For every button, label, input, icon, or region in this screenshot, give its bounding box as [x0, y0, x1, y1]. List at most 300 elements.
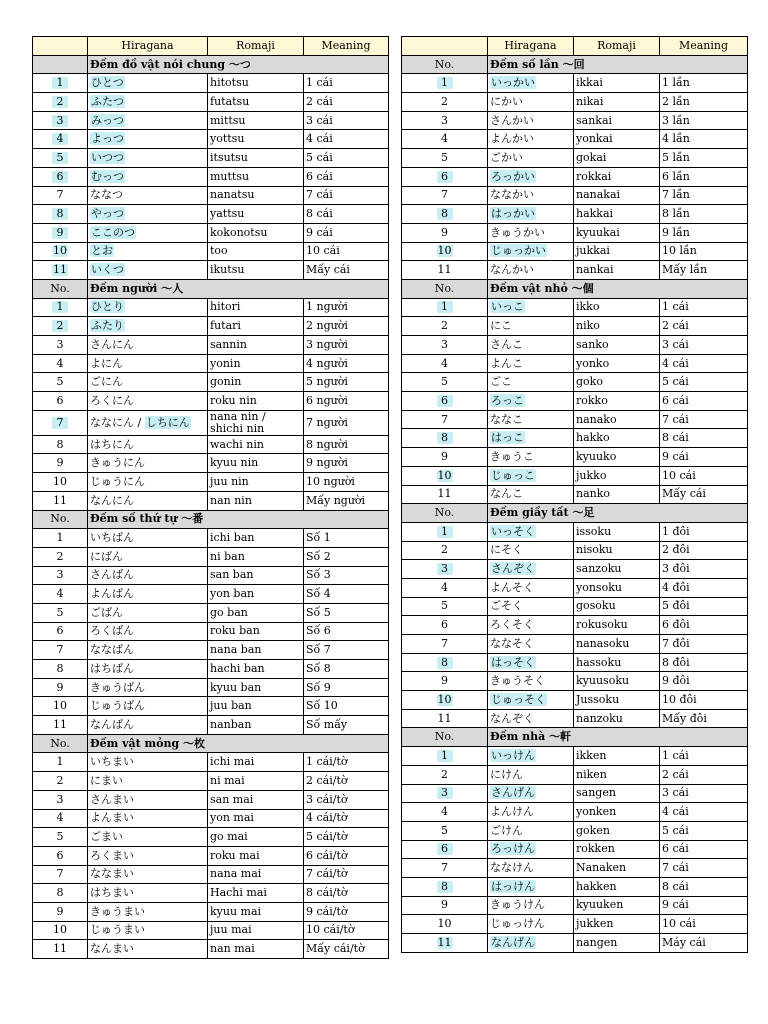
table-row	[33, 392, 389, 411]
hiragana-text: ななけん	[490, 861, 534, 875]
row-number: 6	[56, 624, 64, 638]
hiragana-text: ふたつ	[91, 94, 124, 108]
romaji-cell: nana mai	[208, 865, 304, 884]
row-number-cell	[402, 765, 488, 784]
row-number-cell	[402, 709, 488, 728]
hiragana-cell	[488, 896, 574, 915]
hiragana-cell	[88, 167, 208, 186]
hiragana-cell	[488, 392, 574, 411]
section-header-row	[33, 55, 389, 74]
hiragana-text: ななばん	[90, 643, 134, 657]
hiragana-text: いくつ	[91, 263, 124, 277]
table-row	[33, 354, 389, 373]
row-number: 6	[437, 843, 453, 855]
row-number-cell	[402, 354, 488, 373]
hiragana-text: にけん	[490, 767, 523, 781]
table-row	[33, 454, 389, 473]
table-row	[402, 709, 748, 728]
romaji-cell: jukkai	[574, 242, 660, 261]
row-number: 10	[53, 699, 67, 713]
hiragana-cell	[88, 317, 208, 336]
meaning-cell: 10 đôi	[660, 691, 748, 710]
romaji-cell: sanzoku	[574, 560, 660, 579]
hiragana-text: いっそく	[491, 524, 535, 538]
section-title: Đếm số thứ tự ～番	[88, 510, 389, 529]
hiragana-text: ろっけん	[491, 842, 535, 856]
row-number: 7	[56, 643, 64, 657]
meaning-cell: 6 cái	[304, 167, 389, 186]
hiragana-cell	[88, 585, 208, 604]
row-number-cell	[33, 93, 88, 112]
hiragana-cell	[488, 840, 574, 859]
table-row	[33, 261, 389, 280]
meaning-cell: 5 cái/tờ	[304, 828, 389, 847]
romaji-cell: yonko	[574, 354, 660, 373]
table-row	[402, 877, 748, 896]
row-number: 6	[56, 848, 64, 862]
table-row	[33, 93, 389, 112]
section-header-row	[402, 504, 748, 523]
table-row	[33, 223, 389, 242]
romaji-cell: Hachi mai	[208, 884, 304, 903]
row-number: 7	[441, 188, 448, 202]
row-number: 2	[441, 767, 448, 781]
meaning-column-header: Meaning	[304, 37, 389, 56]
hiragana-cell	[88, 660, 208, 679]
hiragana-text: ごこ	[490, 375, 512, 389]
romaji-cell: san ban	[208, 566, 304, 585]
romaji-cell: muttsu	[208, 167, 304, 186]
romaji-cell: rokusoku	[574, 616, 660, 635]
table-row	[33, 902, 389, 921]
row-number: 11	[437, 487, 452, 501]
meaning-cell: 9 cái/tờ	[304, 902, 389, 921]
romaji-cell: sangen	[574, 784, 660, 803]
row-number: 1	[437, 750, 453, 762]
hiragana-text: さんかい	[490, 113, 534, 127]
row-number: 3	[56, 337, 64, 351]
romaji-cell: futatsu	[208, 93, 304, 112]
hiragana-cell	[488, 616, 574, 635]
meaning-cell: 5 lần	[660, 149, 748, 168]
romaji-cell: ikko	[574, 298, 660, 317]
table-row	[33, 603, 389, 622]
row-number: 1	[437, 301, 453, 313]
table-row	[402, 261, 748, 280]
row-number: 5	[441, 599, 448, 613]
hiragana-text: じゅっけん	[490, 917, 545, 931]
meaning-cell: Số mấy	[304, 716, 389, 735]
table-row	[33, 336, 389, 355]
section-header-row	[402, 279, 748, 298]
romaji-column-header: Romaji	[208, 37, 304, 56]
hiragana-text: はちにん	[90, 437, 134, 451]
row-number: 10	[437, 244, 452, 258]
hiragana-text: むっつ	[91, 169, 124, 183]
romaji-cell: issoku	[574, 522, 660, 541]
hiragana-text: きゅうにん	[90, 456, 145, 470]
hiragana-cell	[488, 560, 574, 579]
row-number: 3	[56, 568, 64, 582]
table-row	[402, 597, 748, 616]
hiragana-text: ろっかい	[491, 169, 535, 183]
hiragana-cell	[88, 547, 208, 566]
meaning-cell: Số 1	[304, 529, 389, 548]
row-number: 5	[56, 830, 64, 844]
row-number-cell	[402, 616, 488, 635]
hiragana-text: ろくまい	[90, 848, 134, 862]
row-number: 7	[441, 412, 448, 426]
hiragana-text: さんにん	[90, 337, 134, 351]
hiragana-text: ごかい	[490, 150, 523, 164]
row-number-cell	[402, 336, 488, 355]
row-number: 6	[52, 171, 68, 183]
row-number-cell	[402, 130, 488, 149]
hiragana-cell	[88, 884, 208, 903]
row-number: 6	[437, 171, 453, 183]
hiragana-cell	[488, 448, 574, 467]
table-row	[402, 149, 748, 168]
table-row	[33, 622, 389, 641]
hiragana-text: じゅうにん	[90, 474, 145, 488]
hiragana-text: よっつ	[91, 132, 124, 146]
row-number: 9	[56, 904, 64, 918]
meaning-cell: 5 cái	[304, 149, 389, 168]
section-header-row	[33, 510, 389, 529]
right-table-body	[402, 37, 748, 953]
row-number-cell	[33, 473, 88, 492]
romaji-cell: yonin	[208, 354, 304, 373]
hiragana-cell	[488, 205, 574, 224]
meaning-cell: Mấy cái/tờ	[304, 940, 389, 959]
row-number-cell	[33, 111, 88, 130]
meaning-cell: 1 đôi	[660, 522, 748, 541]
hiragana-text: ごけん	[490, 823, 523, 837]
romaji-cell: roku mai	[208, 846, 304, 865]
romaji-cell: mittsu	[208, 111, 304, 130]
romaji-cell: nanako	[574, 410, 660, 429]
meaning-cell: Máy cái	[660, 934, 748, 953]
meaning-cell: 6 cái	[660, 840, 748, 859]
romaji-cell: kokonotsu	[208, 223, 304, 242]
romaji-cell: rokko	[574, 392, 660, 411]
hiragana-text: いっけん	[491, 748, 535, 762]
row-number: 11	[437, 263, 452, 277]
hiragana-text: ひとつ	[91, 76, 124, 90]
hiragana-cell	[88, 940, 208, 959]
romaji-cell: kyuu mai	[208, 902, 304, 921]
table-row	[402, 410, 748, 429]
romaji-cell: goken	[574, 821, 660, 840]
row-number-cell	[33, 410, 88, 435]
hiragana-cell	[488, 336, 574, 355]
row-number-cell	[402, 242, 488, 261]
hiragana-text: さんこ	[490, 337, 523, 351]
romaji-cell: jukken	[574, 915, 660, 934]
hiragana-cell	[488, 803, 574, 822]
romaji-cell: roku nin	[208, 392, 304, 411]
table-row	[33, 641, 389, 660]
column-header-row	[33, 37, 389, 56]
row-number-cell	[33, 392, 88, 411]
meaning-cell: 1 lần	[660, 74, 748, 93]
hiragana-text: はちまい	[90, 886, 134, 900]
row-number: 7	[441, 861, 448, 875]
row-number: 3	[437, 787, 453, 799]
hiragana-cell	[88, 336, 208, 355]
hiragana-cell	[488, 653, 574, 672]
hiragana-cell	[488, 429, 574, 448]
romaji-cell: futari	[208, 317, 304, 336]
meaning-cell: 2 lần	[660, 93, 748, 112]
row-number: 11	[437, 711, 452, 725]
meaning-cell: Số 7	[304, 641, 389, 660]
hiragana-cell	[488, 373, 574, 392]
romaji-cell: nangen	[574, 934, 660, 953]
hiragana-cell	[88, 641, 208, 660]
table-row	[33, 242, 389, 261]
meaning-cell: 5 người	[304, 373, 389, 392]
hiragana-cell	[488, 691, 574, 710]
row-number-cell	[33, 336, 88, 355]
table-row	[402, 840, 748, 859]
row-number: 9	[441, 225, 448, 239]
row-number: 2	[56, 773, 64, 787]
row-number-cell	[402, 466, 488, 485]
meaning-cell: 9 lần	[660, 223, 748, 242]
row-number-cell	[33, 205, 88, 224]
romaji-cell: nanakai	[574, 186, 660, 205]
meaning-cell: 10 cái	[304, 242, 389, 261]
table-row	[402, 896, 748, 915]
hiragana-cell	[88, 603, 208, 622]
table-row	[402, 74, 748, 93]
row-number: 2	[441, 319, 448, 333]
row-number: 8	[56, 661, 64, 675]
hiragana-text: はちばん	[90, 661, 134, 675]
romaji-cell: kyuusoku	[574, 672, 660, 691]
row-number-cell	[33, 74, 88, 93]
hiragana-text: にこ	[490, 319, 512, 333]
meaning-cell: Số 10	[304, 697, 389, 716]
row-number-cell	[402, 74, 488, 93]
hiragana-cell	[488, 877, 574, 896]
romaji-cell: kyuu nin	[208, 454, 304, 473]
romaji-cell: hitori	[208, 298, 304, 317]
row-number: 3	[56, 792, 64, 806]
row-number-cell	[33, 566, 88, 585]
meaning-cell: 4 cái/tờ	[304, 809, 389, 828]
table-row	[33, 846, 389, 865]
hiragana-text: ごそく	[490, 599, 523, 613]
row-number-cell	[33, 317, 88, 336]
hiragana-cell	[88, 261, 208, 280]
hiragana-text: にそく	[490, 543, 523, 557]
meaning-cell: 7 cái	[660, 859, 748, 878]
hiragana-cell	[88, 622, 208, 641]
hiragana-cell	[488, 111, 574, 130]
table-row	[33, 111, 389, 130]
row-number-cell	[33, 373, 88, 392]
hiragana-text: なんばん	[90, 717, 134, 731]
romaji-cell: gonin	[208, 373, 304, 392]
row-number: 10	[53, 474, 67, 488]
meaning-cell: 8 cái	[660, 429, 748, 448]
hiragana-text: ひとり	[91, 300, 124, 314]
row-number-cell	[33, 678, 88, 697]
romaji-cell: Nanaken	[574, 859, 660, 878]
romaji-cell: yattsu	[208, 205, 304, 224]
row-number-cell	[33, 716, 88, 735]
meaning-cell: 7 cái/tờ	[304, 865, 389, 884]
hiragana-cell	[488, 635, 574, 654]
row-number: 8	[437, 657, 453, 669]
meaning-cell: 10 cái/tờ	[304, 921, 389, 940]
hiragana-text: ろっこ	[491, 393, 524, 407]
row-number-cell	[402, 934, 488, 953]
meaning-cell: 8 cái	[304, 205, 389, 224]
meaning-cell: Số 9	[304, 678, 389, 697]
romaji-cell: niken	[574, 765, 660, 784]
meaning-cell: 8 cái/tờ	[304, 884, 389, 903]
table-row	[33, 373, 389, 392]
meaning-cell: 3 cái	[304, 111, 389, 130]
row-number: 5	[56, 605, 64, 619]
row-number-cell	[402, 597, 488, 616]
row-number: 6	[441, 618, 448, 632]
hiragana-text: ろくばん	[90, 624, 134, 638]
row-number: 8	[56, 886, 64, 900]
romaji-cell: nana nin / shichi nin	[208, 410, 304, 435]
hiragana-text: ごまい	[90, 830, 123, 844]
row-number: 8	[437, 208, 453, 220]
meaning-cell: 1 cái/tờ	[304, 753, 389, 772]
meaning-cell: Mấy cái	[304, 261, 389, 280]
table-row	[33, 473, 389, 492]
romaji-cell: nanko	[574, 485, 660, 504]
table-row	[402, 541, 748, 560]
romaji-cell: hakkai	[574, 205, 660, 224]
row-number-cell	[402, 784, 488, 803]
meaning-cell: 4 cái	[660, 803, 748, 822]
meaning-cell: Số 4	[304, 585, 389, 604]
row-number-cell	[402, 429, 488, 448]
hiragana-text: にまい	[90, 773, 123, 787]
meaning-cell: 3 cái	[660, 336, 748, 355]
table-row	[33, 529, 389, 548]
row-number: 7	[56, 188, 64, 202]
romaji-cell: nikai	[574, 93, 660, 112]
hiragana-text: さんぞく	[491, 562, 535, 576]
section-no-label: No.	[402, 728, 488, 747]
meaning-cell: 10 người	[304, 473, 389, 492]
hiragana-cell	[488, 859, 574, 878]
meaning-cell: 8 lần	[660, 205, 748, 224]
romaji-cell: nanzoku	[574, 709, 660, 728]
romaji-cell: gosoku	[574, 597, 660, 616]
hiragana-cell	[88, 809, 208, 828]
romaji-cell: sanko	[574, 336, 660, 355]
romaji-cell: rokken	[574, 840, 660, 859]
hiragana-cell	[488, 130, 574, 149]
table-row	[402, 765, 748, 784]
row-number-cell	[33, 921, 88, 940]
hiragana-cell	[88, 753, 208, 772]
hiragana-cell	[88, 790, 208, 809]
row-number: 2	[441, 94, 448, 108]
hiragana-cell	[88, 678, 208, 697]
hiragana-cell	[88, 921, 208, 940]
section-no-label: No.	[33, 510, 88, 529]
romaji-cell: kyuuken	[574, 896, 660, 915]
hiragana-text: なんげん	[491, 935, 535, 949]
row-number-cell	[402, 261, 488, 280]
hiragana-cell	[88, 410, 208, 435]
hiragana-text: にかい	[490, 94, 523, 108]
hiragana-cell	[88, 74, 208, 93]
table-row	[402, 560, 748, 579]
meaning-cell: Số 6	[304, 622, 389, 641]
table-row	[402, 336, 748, 355]
meaning-cell: 1 cái	[304, 74, 389, 93]
row-number-cell	[402, 485, 488, 504]
row-number: 3	[437, 563, 453, 575]
hiragana-text: みっつ	[91, 113, 124, 127]
row-number: 9	[441, 449, 448, 463]
meaning-cell: 6 người	[304, 392, 389, 411]
hiragana-text: きゅうばん	[90, 680, 145, 694]
row-number: 1	[52, 301, 68, 313]
table-row	[402, 691, 748, 710]
meaning-cell: 6 cái	[660, 392, 748, 411]
row-number-cell	[33, 884, 88, 903]
table-row	[402, 821, 748, 840]
row-number: 6	[56, 393, 64, 407]
section-header-row	[402, 728, 748, 747]
row-number-cell	[33, 585, 88, 604]
row-number: 4	[56, 587, 64, 601]
row-number: 5	[52, 152, 68, 164]
meaning-cell: 8 người	[304, 435, 389, 454]
hiragana-cell	[88, 298, 208, 317]
meaning-cell: 9 cái	[660, 448, 748, 467]
meaning-cell: 5 cái	[660, 821, 748, 840]
table-row	[402, 635, 748, 654]
hiragana-text: きゅうそく	[490, 674, 545, 688]
romaji-cell: gokai	[574, 149, 660, 168]
table-row	[402, 186, 748, 205]
section-no-label	[33, 55, 88, 74]
row-number-cell	[33, 149, 88, 168]
row-number-cell	[402, 205, 488, 224]
table-row	[33, 167, 389, 186]
table-row	[402, 167, 748, 186]
hiragana-text: いちばん	[90, 531, 134, 545]
row-number: 8	[52, 208, 68, 220]
romaji-cell: nanatsu	[208, 186, 304, 205]
table-row	[33, 435, 389, 454]
hiragana-text: ななこ	[490, 412, 523, 426]
romaji-cell: nankai	[574, 261, 660, 280]
row-number-cell	[402, 93, 488, 112]
row-number-cell	[402, 635, 488, 654]
row-number-cell	[33, 790, 88, 809]
table-row	[33, 566, 389, 585]
table-row	[402, 298, 748, 317]
romaji-cell: wachi nin	[208, 435, 304, 454]
romaji-cell: san mai	[208, 790, 304, 809]
romaji-cell: nana ban	[208, 641, 304, 660]
